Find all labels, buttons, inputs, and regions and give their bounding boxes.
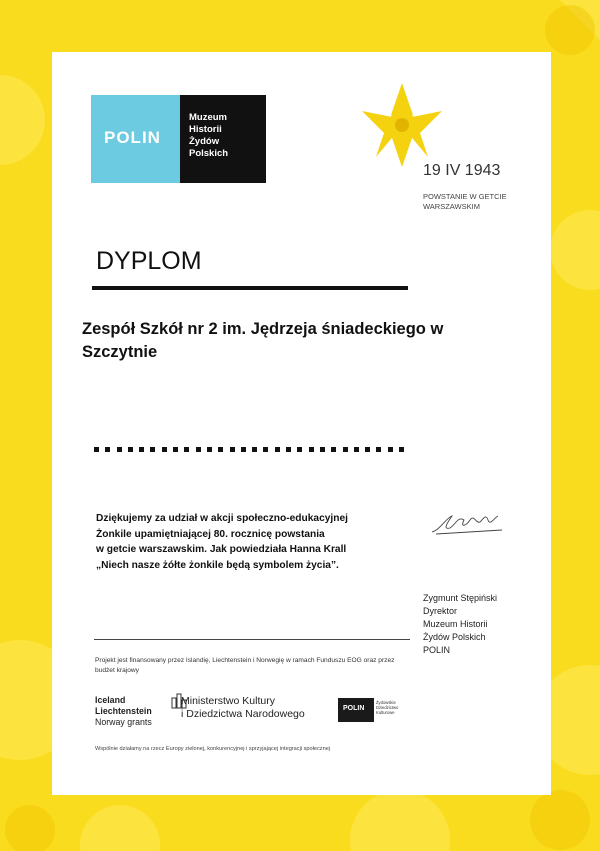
eea-grants-logo	[95, 695, 152, 728]
signer-org-line: Żydów Polskich	[423, 632, 486, 642]
grants-line: Iceland	[95, 695, 126, 705]
diploma-page	[52, 52, 551, 795]
thanks-line: Dziękujemy za udział w akcji społeczno-edukacyjnej	[96, 513, 348, 524]
thanks-text	[96, 511, 426, 573]
museum-name-block	[180, 95, 266, 183]
project-funding-note: Projekt jest finansowany przez Islandię, Liechtenstein i Norwegię w ramach Funduszu EOG oraz przez budżet krajowy	[95, 657, 395, 674]
polin-logo	[91, 95, 266, 183]
document-title: DYPLOM	[96, 247, 202, 275]
grants-line: Liechtenstein	[95, 706, 152, 716]
polin-logo-mark	[91, 95, 180, 183]
heritage-program-text: Żydowskie Dziedzictwo Kulturowe	[376, 700, 399, 715]
title-underline	[92, 286, 408, 290]
thanks-line: Żonkile upamiętniającej 80. rocznicę powstania	[96, 528, 325, 540]
uprising-subtitle: POWSTANIE W GETCIE WARSZAWSKIM	[423, 192, 507, 211]
signer-role: Dyrektor	[423, 606, 458, 616]
recipient-name: Zespół Szkół nr 2 im. Jędrzeja śniadeckiego w Szczytnie	[82, 320, 444, 361]
museum-name-line: Żydów	[189, 136, 220, 147]
polin-logo-text: POLIN	[104, 128, 161, 147]
grants-line: Norway grants	[95, 717, 152, 727]
polin-small-logo	[338, 698, 374, 722]
footer-divider	[94, 639, 410, 640]
dotted-divider	[94, 439, 410, 457]
uprising-date: 19 IV 1943	[423, 162, 501, 179]
thanks-line: „Niech nasze żółte żonkile będą symbolem życia”.	[96, 559, 339, 571]
signer-org-line: POLIN	[423, 645, 451, 655]
ministry-logo	[181, 695, 305, 721]
signer-name: Zygmunt Stępiński	[423, 593, 498, 603]
signer-org-line: Muzeum Historii	[423, 619, 488, 629]
ministry-line: i Dziedzictwa Narodowego	[181, 708, 305, 720]
thanks-line: w getcie warszawskim. Jak powiedziała Hanna Krall	[96, 544, 347, 555]
signer-block	[423, 592, 497, 657]
daffodil-icon	[357, 80, 447, 170]
polin-small-logo-text: POLIN	[343, 705, 365, 712]
museum-name-line: Historii	[189, 124, 222, 135]
museum-name-line: Muzeum	[189, 112, 227, 123]
footer-statement: Wspólnie działamy na rzecz Europy zielonej, konkurencyjnej i sprzyjającej integracji społecznej	[95, 746, 331, 752]
museum-name-line: Polskich	[189, 148, 229, 159]
ministry-line: Ministerstwo Kultury	[181, 695, 275, 707]
director-signature	[430, 510, 505, 540]
